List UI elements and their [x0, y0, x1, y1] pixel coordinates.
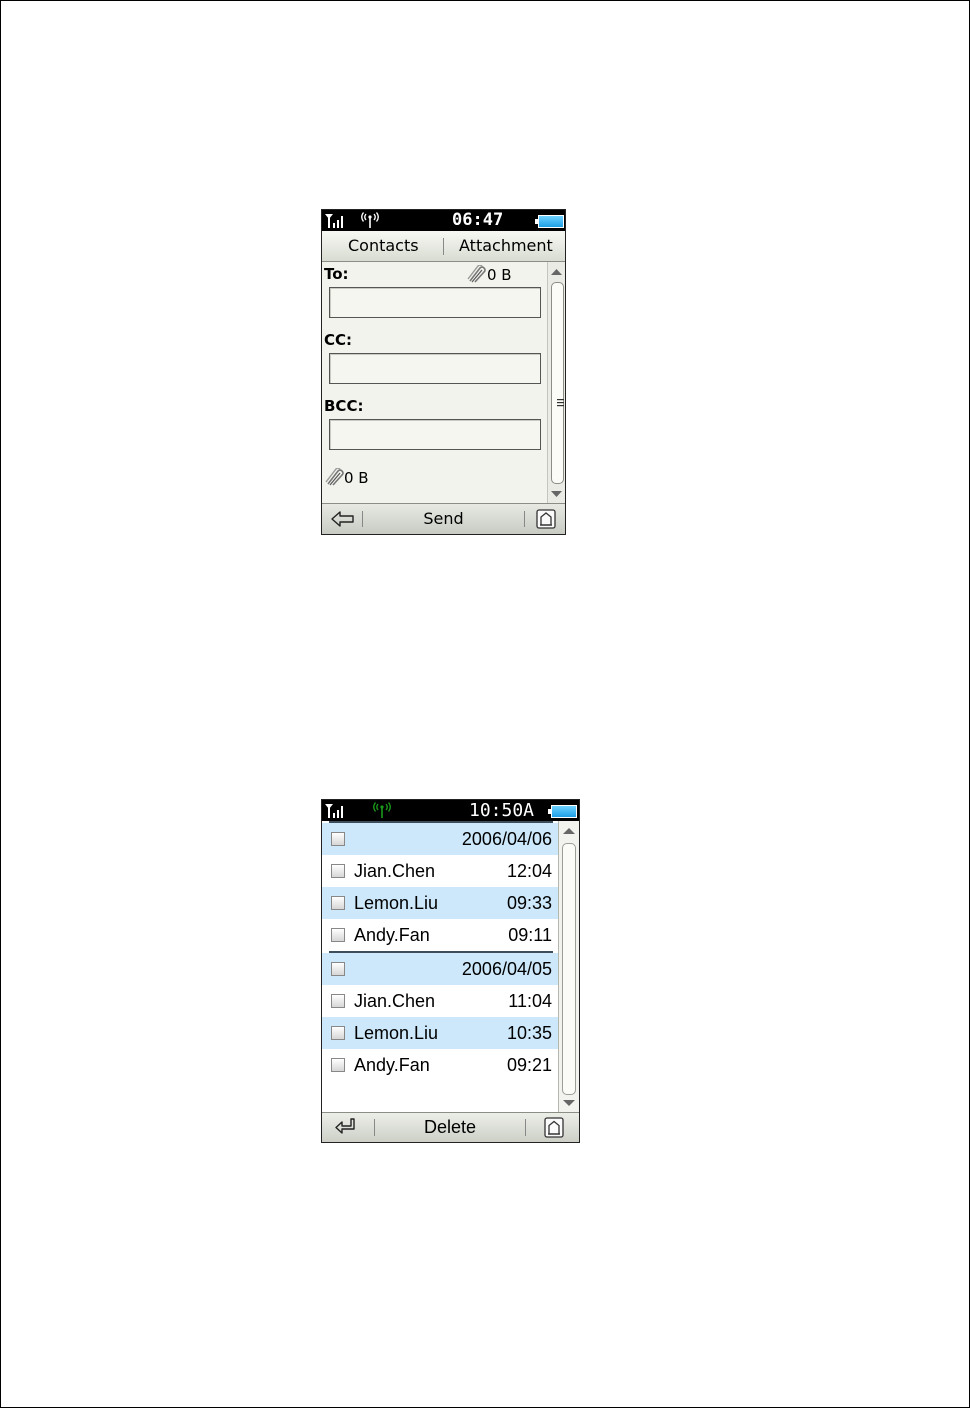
antenna-icon — [372, 802, 392, 818]
attachment-size-top: 0 B — [487, 266, 512, 284]
checkbox[interactable] — [331, 1058, 345, 1072]
checkbox[interactable] — [331, 864, 345, 878]
softkey-bar — [322, 1112, 579, 1142]
softkey-bar — [322, 503, 565, 534]
paperclip-icon — [325, 468, 345, 486]
bcc-field[interactable] — [329, 419, 541, 450]
scroll-up-arrow-icon[interactable] — [560, 823, 578, 839]
delete-button[interactable]: Delete — [423, 1117, 477, 1137]
return-button[interactable] — [322, 1113, 374, 1142]
contacts-button[interactable]: Contacts — [348, 236, 419, 255]
checkbox[interactable] — [331, 962, 345, 976]
paperclip-icon — [467, 265, 487, 283]
scroll-grip-icon — [556, 398, 565, 407]
scrollbar-thumb[interactable] — [562, 843, 576, 1095]
home-icon — [536, 509, 556, 529]
back-button[interactable] — [322, 504, 362, 534]
list-item[interactable] — [322, 919, 558, 951]
antenna-icon — [360, 212, 380, 228]
checkbox[interactable] — [331, 1026, 345, 1040]
signal-icon — [325, 803, 347, 818]
list-item[interactable] — [322, 1049, 558, 1081]
message-time: 09:33 — [506, 893, 552, 913]
send-button[interactable]: Send — [423, 509, 464, 528]
list-item[interactable] — [322, 1017, 558, 1049]
scrollbar-thumb[interactable] — [551, 282, 564, 484]
top-menu-bar — [322, 231, 565, 262]
sender-name: Lemon.Liu — [354, 1023, 439, 1043]
home-button[interactable] — [526, 1113, 578, 1142]
list-item[interactable] — [322, 855, 558, 887]
status-bar — [322, 210, 565, 231]
scroll-up-arrow-icon[interactable] — [548, 264, 565, 280]
signal-icon — [325, 213, 347, 228]
checkbox[interactable] — [331, 832, 345, 846]
sender-name: Jian.Chen — [354, 991, 436, 1011]
checkbox[interactable] — [331, 928, 345, 942]
scroll-down-arrow-icon[interactable] — [560, 1095, 578, 1111]
message-list-screen — [321, 799, 580, 1143]
message-time: 09:21 — [506, 1055, 552, 1075]
home-button[interactable] — [525, 504, 565, 534]
list-item[interactable] — [322, 985, 558, 1017]
date-header-row[interactable] — [322, 953, 558, 985]
to-label: To: — [324, 265, 349, 283]
message-time: 12:04 — [506, 861, 552, 881]
attachment-size-bottom: 0 B — [344, 469, 369, 487]
menu-separator — [443, 238, 444, 255]
home-icon — [544, 1117, 564, 1138]
battery-icon — [551, 805, 577, 818]
battery-icon — [538, 215, 564, 228]
message-time: 09:11 — [508, 925, 552, 945]
clock: 10:50A — [469, 800, 535, 821]
sender-name: Lemon.Liu — [354, 893, 439, 913]
back-arrow-icon — [331, 511, 355, 527]
sender-name: Andy.Fan — [354, 925, 430, 945]
compose-screen — [321, 209, 566, 535]
to-field[interactable] — [329, 287, 541, 318]
scrollbar[interactable] — [547, 262, 565, 503]
date-label: 2006/04/05 — [461, 959, 552, 979]
status-bar — [322, 800, 579, 821]
sender-name: Andy.Fan — [354, 1055, 430, 1075]
date-header-row[interactable] — [322, 823, 558, 855]
cc-label: CC: — [324, 331, 353, 349]
attachment-button[interactable]: Attachment — [459, 236, 553, 255]
checkbox[interactable] — [331, 994, 345, 1008]
date-label: 2006/04/06 — [461, 829, 552, 849]
sender-name: Jian.Chen — [354, 861, 436, 881]
scroll-down-arrow-icon[interactable] — [548, 486, 565, 502]
checkbox[interactable] — [331, 896, 345, 910]
return-icon — [334, 1118, 358, 1136]
scrollbar[interactable] — [558, 821, 579, 1113]
cc-field[interactable] — [329, 353, 541, 384]
message-time: 11:04 — [508, 991, 552, 1011]
clock: 06:47 — [452, 210, 504, 230]
bcc-label: BCC: — [324, 397, 364, 415]
list-item[interactable] — [322, 887, 558, 919]
message-time: 10:35 — [506, 1023, 552, 1043]
message-list — [322, 821, 558, 1113]
